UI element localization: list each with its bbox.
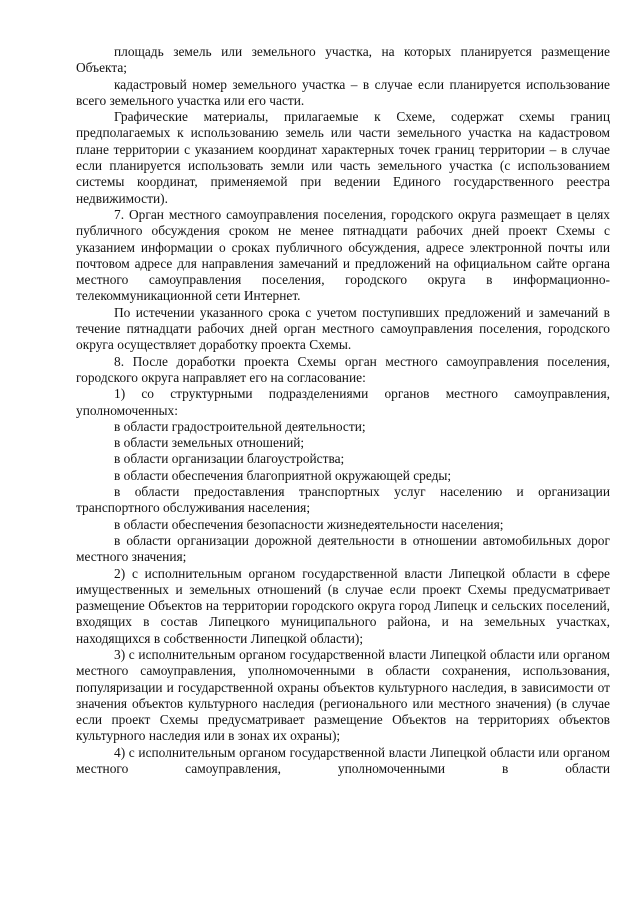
- paragraph-subitem-2: 2) с исполнительным органом государственной власти Липецкой области в сфере имущественных и земельных отношений (в случае если проект Схемы предусматривает размещение Объектов на территории городского округа город Липецк и сельских поселений, входящих в состав Липецкого муниципального района, и на земельных участках, находящихся в собственности Липецкой области);: [76, 565, 610, 646]
- paragraph-item-8: 8. После доработки проекта Схемы орган местного самоуправления поселения, городского округа направляет его на согласование:: [76, 353, 610, 385]
- list-item-improvement: в области организации благоустройства;: [114, 451, 345, 467]
- list-item-transport: в области предоставления транспортных услуг населению и организации транспортного обслуживания населения;: [76, 484, 610, 516]
- paragraph-subitem-3: 3) с исполнительным органом государственной власти Липецкой области или органом местного самоуправления, уполномоченными в области сохранения, использования, популяризации и государственной охраны объектов культурного наследия, в зависимости от значения объектов культурного наследия (регионального или местного значения) (в случае если проект Схемы предусматривает размещение Объектов на территориях объектов культурного наследия или в зонах их охраны);: [76, 646, 610, 744]
- paragraph-item-7: 7. Орган местного самоуправления поселения, городского округа размещает в целях публичного обсуждения сроком не менее пятнадцати рабочих дней проект Схемы с указанием информации о сроках публичного обсуждения, адресе электронной почты или почтовом адресе для направления замечаний и предложений на официальном сайте органа местного самоуправления поселения, городского округа в информационно-телекоммуникационной сети Интернет.: [76, 206, 610, 304]
- list-item-roads: в области организации дорожной деятельности в отношении автомобильных дорог местного значения;: [76, 532, 610, 565]
- paragraph-land-area: площадь земель или земельного участка, на которых планируется размещение Объекта;: [76, 44, 610, 76]
- paragraph-subitem-1: 1) со структурными подразделениями органов местного самоуправления, уполномоченных:: [76, 386, 610, 418]
- paragraph-graphic-materials: Графические материалы, прилагаемые к Схеме, содержат схемы границ предполагаемых к использованию земель или части земельного участка на кадастровом плане территории с указанием координат характерных точек границ территории – в случае если планируется использовать земли или часть земельного участка (с использованием системы координат, применяемой при ведении Единого государственного реестра недвижимости).: [76, 109, 610, 206]
- document-page: [76, 44, 610, 777]
- list-item-safety: в области обеспечения безопасности жизнедеятельности населения;: [114, 516, 504, 532]
- paragraph-subitem-4: 4) с исполнительным органом государственной власти Липецкой области или органом местного самоуправления, уполномоченными в области: [76, 744, 610, 777]
- paragraph-after-deadline: По истечении указанного срока с учетом поступивших предложений и замечаний в течение пятнадцати рабочих дней орган местного самоуправления поселения, городского округа осуществляет доработку проекта Схемы.: [76, 304, 610, 353]
- paragraph-cadastral-number: кадастровый номер земельного участка – в случае если планируется использование всего земельного участка или его части.: [76, 76, 610, 108]
- list-item-land-relations: в области земельных отношений;: [114, 435, 305, 451]
- list-item-environment: в области обеспечения благоприятной окружающей среды;: [114, 467, 452, 483]
- list-item-urban-planning: в области градостроительной деятельности;: [114, 418, 366, 434]
